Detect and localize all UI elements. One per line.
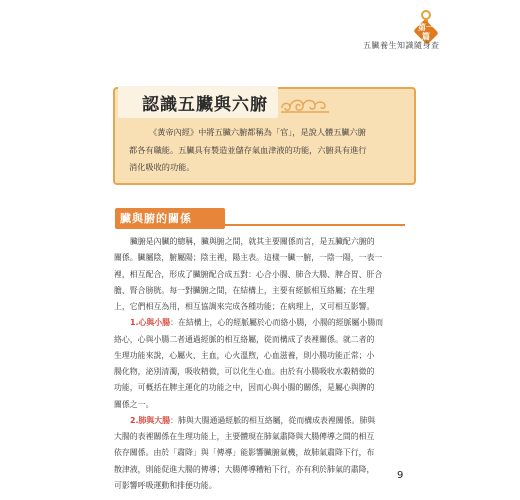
- body-line: 腸化物，泌別清濁，吸收精微，可以化生心血。由於有小腸吸收水穀精微的: [114, 367, 375, 376]
- intro-line: 都各有職能。五臟具有製造並儲存氣血津液的功能，六腑具有進行: [129, 144, 367, 155]
- body-line: 生理功能來說，心屬火、主血，心火溫煦，心血滋養，則小腸功能正常；小: [114, 350, 375, 360]
- body-line: 依存關係。由於「肅降」與「傳導」能影響臟腑氣機，故肺氣肅降下行，布: [114, 448, 375, 458]
- body-line: 散津液，則能促進大腸的傳導；大腸傳導糟粕下行，亦有利於肺氣的肅降，: [114, 464, 375, 474]
- body-line: 臟腑是內臟的總稱，臟與腑之間，就其主要關係而言，是五臟配六腑的: [130, 237, 375, 246]
- body-line: 大腸的表裡關係在生理功能上，主要體現在肺氣肅降與大腸傳導之間的相互: [114, 432, 375, 441]
- section-divider: [225, 224, 405, 226]
- intro-line: 《黃帝內經》中將五臟六腑都稱為「官」，是說人體五臟六腑: [149, 127, 366, 137]
- body-line-text: ：在結構上，心的經脈屬於心而絡小腸，小腸的經脈屬小腸而: [170, 318, 384, 328]
- subheading-heart-small-intestine: 1.心與小腸: [130, 318, 171, 328]
- chapter-label-line1: 第一: [418, 23, 434, 32]
- chapter-badge: [414, 10, 438, 40]
- body-line: [114, 413, 404, 429]
- intro-paragraph: [129, 124, 407, 177]
- chapter-label-line2: 篇: [422, 32, 430, 41]
- book-title: 五臟養生知識隨身查: [363, 41, 440, 50]
- page-number: 9: [397, 470, 404, 481]
- auspicious-cloud-icon: [279, 92, 334, 116]
- intro-title: 認識五臟與六腑: [142, 95, 268, 115]
- body-line: 上，它們相互為用，相互協調來完成各種功能；在病理上，又可相互影響。: [114, 302, 375, 311]
- subheading-lung-large-intestine: 2.肺與大腸: [130, 415, 171, 425]
- intro-line: 消化吸收的功能。: [129, 162, 195, 172]
- body-text: [114, 234, 404, 494]
- body-line: 絡心，心與小腸二者通過經脈的相互絡屬，從而構成了表裡關係。就二者的: [114, 334, 375, 344]
- body-line-text: ：肺與大腸通過經脈的相互絡屬，從而構成表裡關係。肺與: [170, 415, 376, 425]
- body-line: 功能，可概括在脾主運化的功能之中，因而心與小腸的關係，是屬心與脾的: [114, 383, 375, 393]
- body-line: [114, 315, 404, 331]
- body-line: 裡，相互配合，形成了臟腑配合成五對：心合小腸、肺合大腸、脾合胃、肝合: [114, 269, 383, 279]
- body-line: 膽、腎合膀胱。每一對臟腑之間，在結構上，主要有經脈相互絡屬；在生理: [114, 285, 375, 295]
- body-line: 關係之一。: [114, 399, 154, 409]
- body-line: 關係。臟屬陰，腑屬陽；陰主裡，陽主表。這樣一臟一腑，一陰一陽，一表一: [114, 253, 383, 263]
- section-title: 臟與腑的關係: [120, 212, 192, 225]
- body-line: 可影響呼吸運動和排便功能。: [114, 480, 217, 490]
